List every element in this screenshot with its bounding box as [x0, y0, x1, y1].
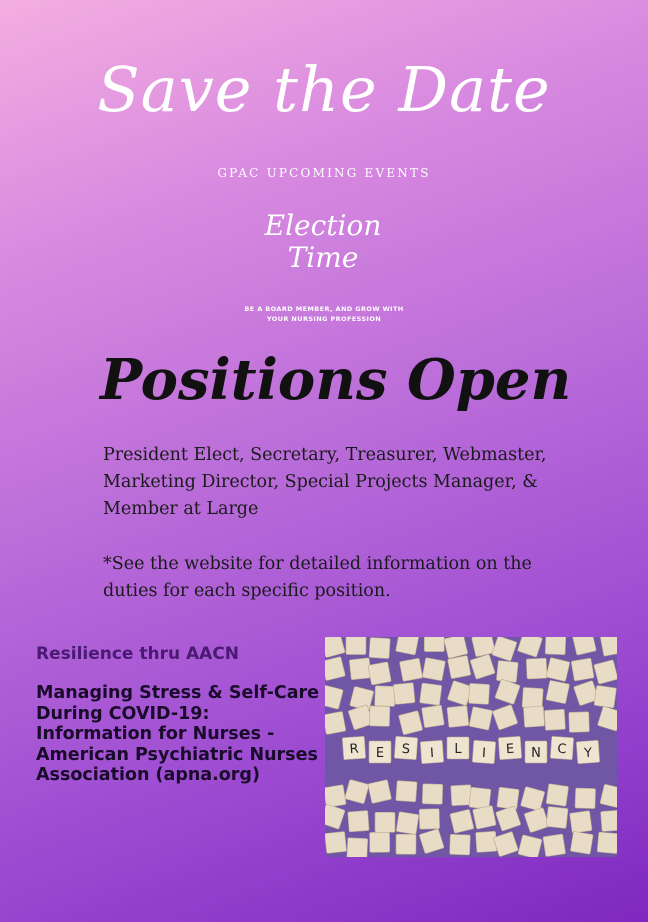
- blank-tile: [393, 683, 415, 705]
- letter-tile: [447, 737, 469, 759]
- blank-tile: [450, 809, 474, 833]
- blank-tile: [524, 807, 549, 832]
- blank-tile: [476, 831, 497, 852]
- svg-text:E: E: [505, 741, 515, 758]
- blank-tile: [522, 687, 543, 708]
- positions-list-text: President Elect, Secretary, Treasurer, Webmaster, Marketing Director, Special Projects Manager, & Member at Large: [103, 445, 547, 519]
- blank-tile: [594, 660, 617, 684]
- letter-tile: [498, 736, 521, 759]
- svg-text:I: I: [429, 745, 435, 762]
- website-note-text: *See the website for detailed information on the duties for each specific position.: [103, 554, 532, 601]
- blank-tile: [398, 711, 422, 735]
- blank-tile: [370, 832, 390, 852]
- letter-tile: [525, 741, 547, 763]
- blank-tile: [447, 655, 470, 678]
- blank-tile: [396, 781, 417, 802]
- blank-tile: [493, 831, 518, 856]
- tagline-line-1: BE A BOARD MEMBER, AND GROW WITH: [244, 305, 404, 313]
- blank-tile: [325, 637, 345, 658]
- blank-tile: [572, 637, 596, 655]
- blank-tile: [368, 662, 391, 685]
- blank-tile: [468, 683, 489, 704]
- blank-tile: [419, 829, 444, 854]
- blank-tile: [375, 686, 396, 707]
- blank-tile: [369, 637, 390, 658]
- blank-tile: [594, 685, 617, 708]
- letter-tile: [394, 736, 417, 759]
- blank-tile: [469, 787, 491, 809]
- letter-tile: [369, 741, 391, 763]
- blank-tile: [545, 637, 566, 655]
- blank-tile: [396, 812, 419, 835]
- blank-tile: [349, 658, 371, 680]
- blank-tile: [447, 706, 469, 728]
- blank-tile: [325, 831, 347, 853]
- blank-tile: [424, 637, 444, 652]
- blank-tile: [325, 711, 346, 734]
- blank-tile: [546, 806, 568, 828]
- blank-tile: [325, 804, 345, 829]
- blank-tile: [517, 637, 542, 657]
- blank-tile: [469, 707, 493, 731]
- blank-tile: [600, 637, 617, 656]
- blank-tile: [543, 834, 566, 857]
- blank-tile: [473, 805, 497, 829]
- blank-tile: [570, 831, 593, 854]
- blank-tile: [497, 787, 519, 809]
- blank-tile: [526, 658, 547, 679]
- apna-resource-link[interactable]: Managing Stress & Self-Care During COVID-19: Information for Nurses - American Psychiatric Nurses Association (apna.org): [36, 683, 320, 785]
- blank-tile: [570, 811, 593, 834]
- blank-tile: [546, 784, 569, 807]
- blank-tile: [575, 788, 596, 809]
- letter-tile: [576, 740, 599, 763]
- letter-tile: [472, 740, 495, 763]
- blank-tile: [492, 704, 518, 730]
- scrabble-tiles-graphic: [325, 637, 617, 857]
- blank-tile: [523, 706, 544, 727]
- blank-tile: [420, 683, 442, 705]
- blank-tile: [470, 654, 495, 679]
- blank-tile: [348, 810, 369, 831]
- blank-tile: [325, 685, 343, 709]
- upcoming-events-subtitle: GPAC UPCOMING EVENTS: [217, 166, 431, 180]
- tagline-line-2: YOUR NURSING PROFESSION: [266, 315, 382, 323]
- svg-text:Y: Y: [583, 745, 593, 762]
- blank-tile: [375, 812, 395, 832]
- blank-tile: [345, 779, 370, 804]
- time-line: Time: [287, 241, 359, 274]
- save-the-date-title: Save the Date: [97, 53, 551, 126]
- svg-text:C: C: [556, 741, 567, 758]
- blank-tile: [399, 658, 422, 681]
- blank-tile: [396, 637, 420, 655]
- svg-text:N: N: [531, 746, 541, 761]
- svg-text:I: I: [481, 745, 487, 762]
- blank-tile: [325, 785, 346, 808]
- blank-tile: [571, 658, 594, 681]
- election-line: Election: [264, 209, 382, 242]
- blank-tile: [492, 637, 517, 661]
- blank-tile: [419, 809, 439, 829]
- blank-tile: [495, 806, 520, 831]
- resilience-heading: Resilience thru AACN: [36, 644, 240, 664]
- blank-tile: [544, 709, 565, 730]
- svg-text:S: S: [401, 741, 411, 758]
- svg-text:E: E: [375, 746, 385, 761]
- svg-text:R: R: [349, 741, 360, 758]
- letter-tile: [420, 740, 443, 763]
- blank-tile: [600, 784, 617, 808]
- blank-tile: [546, 680, 570, 704]
- blank-tile: [369, 706, 390, 727]
- letter-tile: [550, 736, 573, 759]
- blank-tile: [346, 637, 366, 655]
- election-time-title: [248, 210, 398, 274]
- blank-tile: [496, 660, 518, 682]
- blank-tile: [597, 706, 617, 731]
- blank-tile: [451, 785, 472, 806]
- board-member-tagline: [238, 304, 410, 324]
- blank-tile: [518, 835, 542, 857]
- blank-tile: [450, 834, 471, 855]
- blank-tile: [396, 834, 416, 854]
- blank-tile: [368, 780, 392, 804]
- blank-tile: [520, 786, 545, 811]
- blank-tile: [444, 637, 468, 658]
- svg-text:L: L: [454, 742, 462, 757]
- resiliency-tiles-image: [325, 637, 617, 857]
- positions-open-heading: Positions Open: [100, 347, 572, 413]
- blank-tile: [546, 657, 570, 681]
- letter-tile: [342, 736, 365, 759]
- blank-tile: [347, 838, 368, 857]
- blank-tile: [597, 832, 617, 854]
- blank-tile: [422, 658, 445, 681]
- blank-tile: [422, 784, 443, 805]
- blank-tile: [601, 810, 617, 831]
- blank-tile: [325, 657, 345, 681]
- blank-tile: [422, 705, 445, 728]
- blank-tile: [495, 679, 521, 705]
- blank-tile: [569, 712, 590, 733]
